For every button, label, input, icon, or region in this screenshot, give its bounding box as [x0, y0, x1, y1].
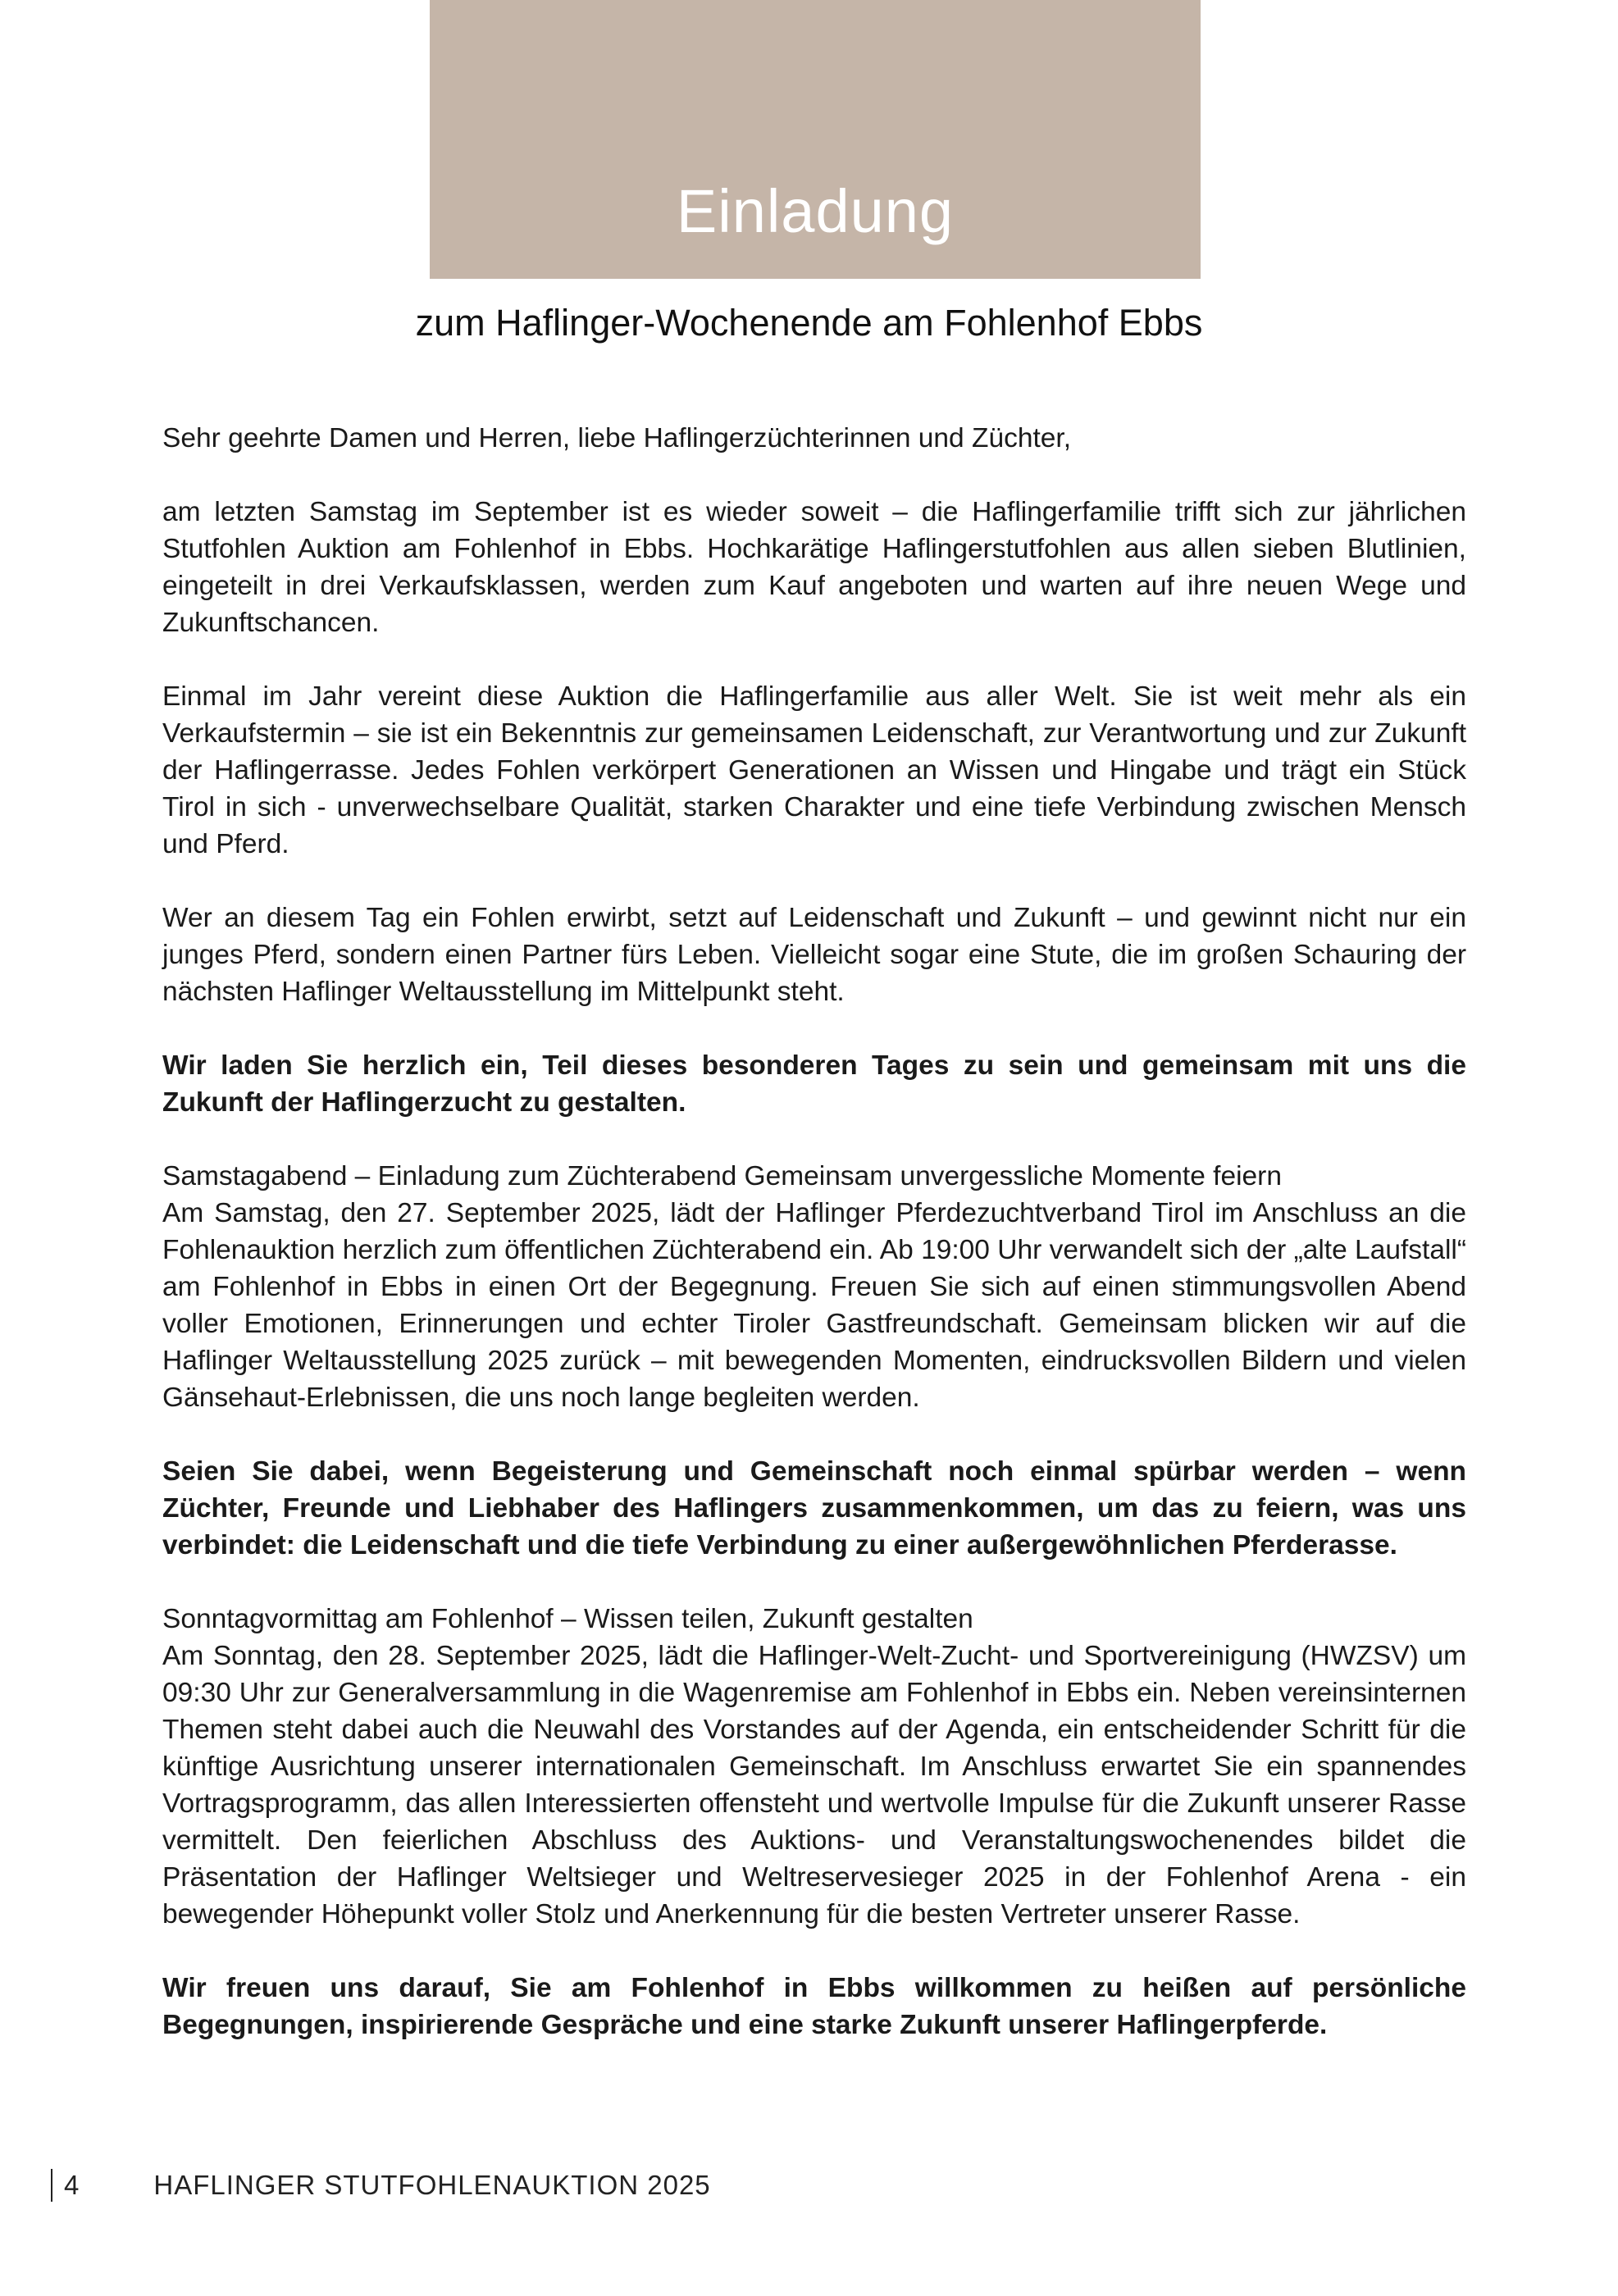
paragraph-family: Einmal im Jahr vereint diese Auktion die Haflingerfamilie aus aller Welt. Sie ist weit mehr als ein Verkaufstermin – sie ist ein Bekenntnis zur gemeinsamen Leidenschaft, zur Verantwortung und zur Zukunft der Haflingerrasse. Jedes Fohlen verkörpert Generationen an Wissen und Hingabe und trägt ein Stück Tirol in sich - unverwechselbare Qualität, starken Charakter und eine tiefe Verbindung zwischen Mensch und Pferd. — [162, 681, 1466, 859]
saturday-heading: Samstagabend – Einladung zum Züchterabend Gemeinsam unvergessliche Momente feiern — [162, 1161, 1282, 1191]
page-footer — [51, 2165, 711, 2206]
sunday-text: Am Sonntag, den 28. September 2025, lädt die Haflinger-Welt-Zucht- und Sportvereinigung (HWZSV) um 09:30 Uhr zur Generalversammlung in die Wagenremise am Fohlenhof in Ebbs ein. Neben vereinsinternen Themen steht dabei auch die Neuwahl des Vorstandes auf der Agenda, ein entscheidender Schritt für die künftige Ausrichtung unserer internationalen Gemeinschaft. Im Anschluss erwartet Sie ein spannendes Vortragsprogramm, das allen Interessierten offensteht und wertvolle Impulse für die Zukunft unserer Rasse vermittelt. Den feierlichen Abschluss des Auktions- und Veranstaltungswochenendes bildet die Präsentation der Haflinger Weltsieger und Weltreservesieger 2025 in der Fohlenhof Arena - ein bewegender Höhepunkt voller Stolz und Anerkennung für die besten Vertreter unserer Rasse. — [162, 1641, 1466, 1929]
page-number: 4 — [64, 2170, 80, 2200]
letter-body — [162, 420, 1466, 2043]
page-title: Einladung — [676, 177, 955, 245]
paragraph-auction: am letzten Samstag im September ist es wieder soweit – die Haflingerfamilie trifft sich zur jährlichen Stutfohlen Auktion am Fohlenhof in Ebbs. Hochkarätige Haflingerstutfohlen aus allen sieben Blutlinien, eingeteilt in drei Verkaufsklassen, werden zum Kauf angeboten und warten auf ihre neuen Wege und Zukunftschancen. — [162, 497, 1466, 638]
saturday-highlight: Seien Sie dabei, wenn Begeisterung und Gemeinschaft noch einmal spürbar werden – wenn Züchter, Freunde und Liebhaber des Haflingers zusammenkommen, um das zu feiern, was uns verbindet: die Leidenschaft und die tiefe Verbindung zu einer außergewöhnlichen Pferderasse. — [162, 1456, 1466, 1560]
paragraph-partner: Wer an diesem Tag ein Fohlen erwirbt, setzt auf Leidenschaft und Zukunft – und gewinnt nicht nur ein junges Pferd, sondern einen Partner fürs Leben. Vielleicht sogar eine Stute, die im großen Schauring der nächsten Haflinger Weltausstellung im Mittelpunkt steht. — [162, 903, 1466, 1007]
page-subtitle: zum Haflinger-Wochenende am Fohlenhof Ebbs — [415, 302, 1203, 344]
greeting: Sehr geehrte Damen und Herren, liebe Haflingerzüchterinnen und Züchter, — [162, 423, 1072, 453]
invitation-highlight: Wir laden Sie herzlich ein, Teil dieses besonderen Tages zu sein und gemeinsam mit uns die Zukunft der Haflingerzucht zu gestalten. — [162, 1050, 1466, 1118]
footer-divider — [51, 2169, 52, 2202]
title-banner — [430, 0, 1201, 279]
closing-highlight: Wir freuen uns darauf, Sie am Fohlenhof in Ebbs willkommen zu heißen auf persönliche Begegnungen, inspirierende Gespräche und eine starke Zukunft unserer Haflingerpferde. — [162, 1973, 1466, 2040]
saturday-text: Am Samstag, den 27. September 2025, lädt der Haflinger Pferdezuchtverband Tirol im Anschluss an die Fohlenauktion herzlich zum öffentlichen Züchterabend ein. Ab 19:00 Uhr verwandelt sich der „alte Laufstall“ am Fohlenhof in Ebbs in einen Ort der Begegnung. Freuen Sie sich auf einen stimmungsvollen Abend voller Emotionen, Erinnerungen und echter Tiroler Gastfreundschaft. Gemeinsam blicken wir auf die Haflinger Weltausstellung 2025 zurück – mit bewegenden Momenten, eindrucksvollen Bildern und vielen Gänsehaut-Erlebnissen, die uns noch lange begleiten werden. — [162, 1198, 1466, 1413]
sunday-heading: Sonntagvormittag am Fohlenhof – Wissen teilen, Zukunft gestalten — [162, 1604, 973, 1634]
publication-title: HAFLINGER STUTFOHLENAUKTION 2025 — [153, 2170, 711, 2200]
